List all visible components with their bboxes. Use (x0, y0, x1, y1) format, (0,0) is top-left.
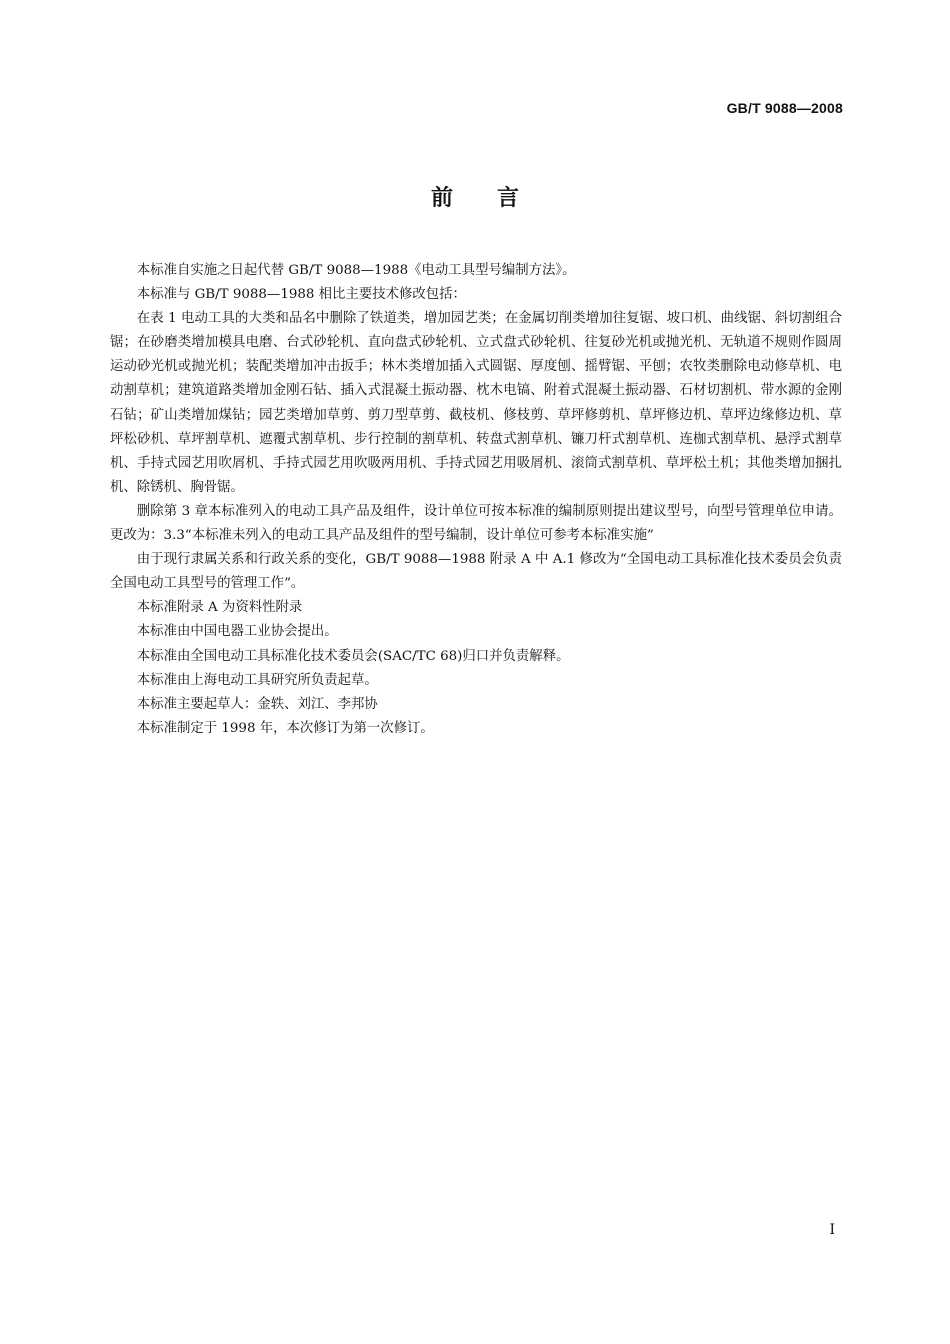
paragraph-replacement: 本标准自实施之日起代替 GB/T 9088—1988《电动工具型号编制方法》。 (136, 263, 576, 278)
paragraph-annex-informative: 本标准附录 A 为资料性附录 (136, 600, 303, 616)
paragraph-annex-change: 由于现行隶属关系和行政关系的变化，GB/T 9088—1988 附录 A 中 A.1 修改为“全国电动工具标准化技术委员会负责全国电动工具型号的管理工作”。 (110, 552, 842, 592)
paragraph-drafting-unit: 本标准由上海电动工具研究所负责起草。 (136, 672, 378, 688)
paragraph-history: 本标准制定于 1998 年，本次修订为第一次修订。 (136, 720, 434, 736)
paragraph-changes-intro: 本标准与 GB/T 9088—1988 相比主要技术修改包括： (136, 287, 466, 303)
foreword-body (110, 259, 842, 741)
paragraph-chapter3-change: 删除第 3 章本标准列入的电动工具产品及组件，设计单位可按本标准的编制原则提出建议型号，向型号管理单位申请。更改为：3.3“本标准未列入的电动工具产品及组件的型号编制，设计单位可参考本标准实施” (110, 503, 842, 544)
paragraph-drafters: 本标准主要起草人：金轶、刘江、李邦协 (136, 696, 378, 712)
paragraph-committee: 本标准由全国电动工具标准化技术委员会(SAC/TC 68)归口并负责解释。 (136, 648, 570, 664)
standard-number: GB/T 9088—2008 (726, 100, 843, 116)
paragraph-proposer: 本标准由中国电器工业协会提出。 (136, 624, 338, 640)
page-title: 前言 (430, 186, 563, 211)
paragraph-table-changes: 在表 1 电动工具的大类和品名中删除了铁道类，增加园艺类；在金属切削类增加往复锯、坡口机、曲线锯、斜切割组合锯；在砂磨类增加模具电磨、台式砂轮机、直向盘式砂轮机、立式盘式砂轮机、往复砂光机或抛光机、无轨道不规则作圆周运动砂光机或抛光机；装配类增加冲击扳手；林木类增加插入式圆锯、厚度刨、摇臂锯、平刨；农牧类删除电动修草机、电动割草机；建筑道路类增加金刚石钻、插入式混凝土振动器、枕木电镐、附着式混凝土振动器、石材切割机、带水源的金刚石钻；矿山类增加煤钻；园艺类增加草剪、剪刀型草剪、截枝机、修枝剪、草坪修剪机、草坪修边机、草坪边缘修边机、草坪松砂机、草坪割草机、遮覆式割草机、步行控制的割草机、转盘式割草机、镰刀杆式割草机、连枷式割草机、悬浮式割草机、手持式园艺用吹屑机、手持式园艺用吹吸两用机、手持式园艺用吸屑机、滚筒式割草机、草坪松土机；其他类增加捆扎机、除锈机、胸骨锯。 (110, 311, 842, 495)
page-number: I (829, 1222, 835, 1238)
